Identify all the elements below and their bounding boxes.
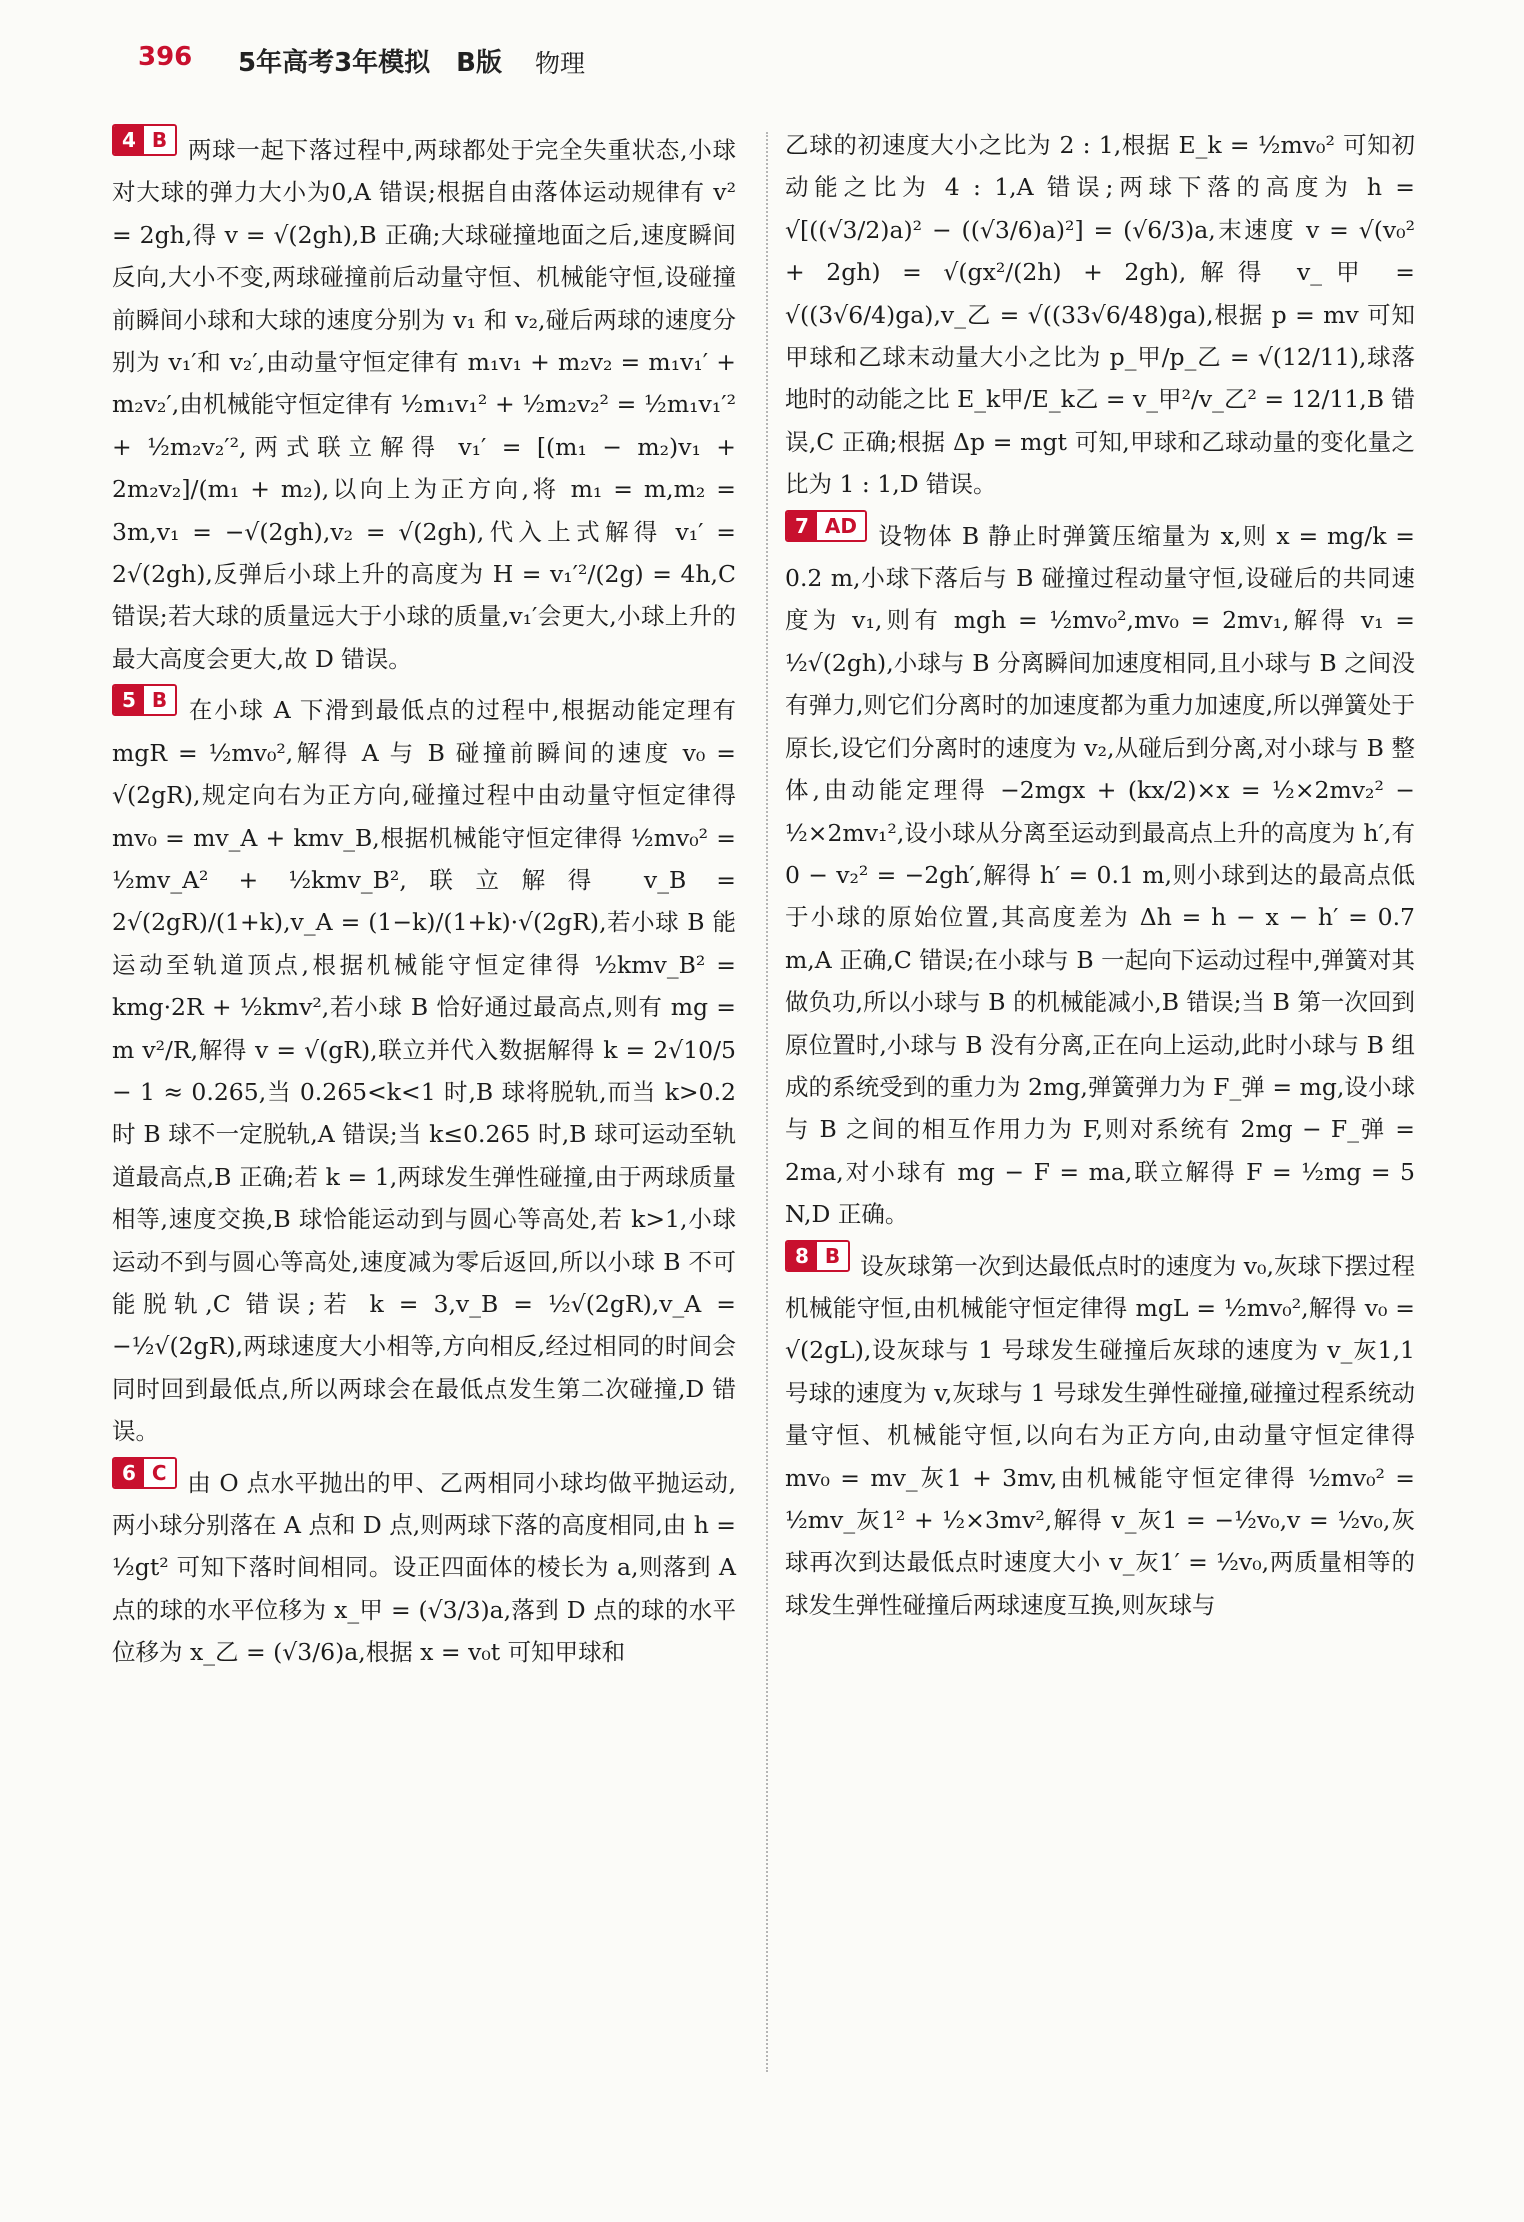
question-number: 7 (787, 512, 817, 540)
question-number: 6 (114, 1459, 144, 1487)
right-column (785, 124, 1415, 1630)
question-number: 4 (114, 126, 144, 154)
answer-tag (112, 1457, 177, 1489)
answer-tag (112, 124, 177, 156)
solution-paragraph-8 (785, 1240, 1415, 1627)
subject-label: 物理 (535, 49, 586, 78)
answer-tag (112, 684, 177, 716)
question-number: 8 (787, 1242, 817, 1270)
answer-letter: B (144, 126, 175, 154)
solution-text: 由 O 点水平抛出的甲、乙两相同小球均做平抛运动,两小球分别落在 A 点和 D 点,则两球下落的高度相同,由 h = ½gt² 可知下落时间相同。设正四面体的棱长为 a,则落到 A 点的球的水平位移为 x_甲 = (√3/3)a,落到 D 点的球的水平位移为 x_乙 = (√3/6)a,根据 x = v₀t 可知甲球和 (112, 1468, 736, 1667)
solution-paragraph-7 (785, 510, 1415, 1236)
book-title: 5年高考3年模拟 B版 (238, 48, 502, 78)
solution-text: 设物体 B 静止时弹簧压缩量为 x,则 x = mg/k = 0.2 m,小球下落后与 B 碰撞过程动量守恒,设碰后的共同速度为 v₁,则有 mgh = ½mv₀²,mv₀ = 2mv₁,解得 v₁ = ½√(2gh),小球与 B 分离瞬间加速度相同,且小球与 B 之间没有弹力,则它们分离时的加速度都为重力加速度,所以弹簧处于原长,设它们分离时的速度为 v₂,从碰后到分离,对小球与 B 整体,由动能定理得 −2mgx + (kx/2)×x = ½×2mv₂² − ½×2mv₁²,设小球从分离至运动到最高点上升的高度为 h′,有 0 − v₂² = −2gh′,解得 h′ = 0.1 m,则小球到达的最高点低于小球的原始位置,其高度差为 Δh = h − x − h′ = 0.7 m,A 正确,C 错误;在小球与 B 一起向下运动过程中,弹簧对其做负功,所以小球与 B 的机械能减小,B 错误;当 B 第一次回到原位置时,小球与 B 没有分离,正在向上运动,此时小球与 B 组成的系统受到的重力为 2mg,弹簧弹力为 F_弹 = mg,设小球与 B 之间的相互作用力为 F,则对系统有 2mg − F_弹 = 2ma,对小球有 mg − F = ma,联立解得 F = ½mg = 5 N,D 正确。 (785, 521, 1415, 1229)
answer-tag (785, 510, 867, 542)
solution-paragraph-6-continued (785, 124, 1415, 506)
solution-text: 乙球的初速度大小之比为 2 : 1,根据 E_k = ½mv₀² 可知初动能之比为 4 : 1,A 错误;两球下落的高度为 h = √[((√3/2)a)² − ((√3/6)a)²] = (√6/3)a,末速度 v = √(v₀² + 2gh) = √(gx²/(2h) + 2gh),解得 v_甲 = √((3√6/4)ga),v_乙 = √((33√6/48)ga),根据 p = mv 可知甲球和乙球末动量大小之比为 p_甲/p_乙 = √(12/11),球落地时的动能之比 E_k甲/E_k乙 = v_甲²/v_乙² = 12/11,B 错误,C 正确;根据 Δp = mgt 可知,甲球和乙球动量的变化量之比为 1 : 1,D 错误。 (785, 131, 1415, 499)
answer-tag (785, 1240, 850, 1272)
answer-letter: B (817, 1242, 848, 1270)
left-column (112, 124, 736, 1678)
column-divider (766, 132, 768, 2072)
solution-paragraph-5 (112, 684, 736, 1452)
solution-text: 在小球 A 下滑到最低点的过程中,根据动能定理有 mgR = ½mv₀²,解得 A 与 B 碰撞前瞬间的速度 v₀ = √(2gR),规定向右为正方向,碰撞过程中由动量守恒定律得 mv₀ = mv_A + kmv_B,根据机械能守恒定律得 ½mv₀² = ½mv_A² + ½kmv_B²,联立解得 v_B = 2√(2gR)/(1+k),v_A = (1−k)/(1+k)·√(2gR),若小球 B 能运动至轨道顶点,根据机械能守恒定律得 ½kmv_B² = kmg·2R + ½kmv²,若小球 B 恰好通过最高点,则有 mg = m v²/R,解得 v = √(gR),联立并代入数据解得 k = 2√10/5 − 1 ≈ 0.265,当 0.265<k<1 时,B 球将脱轨,而当 k>0.2 时 B 球不一定脱轨,A 错误;当 k≤0.265 时,B 球可运动至轨道最高点,B 正确;若 k = 1,两球发生弹性碰撞,由于两球质量相等,速度交换,B 球恰能运动到与圆心等高处,若 k>1,小球运动不到与圆心等高处,速度减为零后返回,所以小球 B 不可能脱轨,C 错误;若 k = 3,v_B = ½√(2gR),v_A = −½√(2gR),两球速度大小相等,方向相反,经过相同的时间会同时回到最低点,所以两球会在最低点发生第二次碰撞,D 错误。 (112, 696, 736, 1446)
answer-letter: B (144, 686, 175, 714)
solution-paragraph-6 (112, 1457, 736, 1674)
page-header (0, 0, 1524, 120)
solution-paragraph-4 (112, 124, 736, 680)
answer-letter: AD (817, 512, 865, 540)
answer-letter: C (144, 1459, 175, 1487)
solution-text: 两球一起下落过程中,两球都处于完全失重状态,小球对大球的弹力大小为0,A 错误;根据自由落体运动规律有 v² = 2gh,得 v = √(2gh),B 正确;大球碰撞地面之后,速度瞬间反向,大小不变,两球碰撞前后动量守恒、机械能守恒,设碰撞前瞬间小球和大球的速度分别为 v₁ 和 v₂,碰后两球的速度分别为 v₁′和 v₂′,由动量守恒定律有 m₁v₁ + m₂v₂ = m₁v₁′ + m₂v₂′,由机械能守恒定律有 ½m₁v₁² + ½m₂v₂² = ½m₁v₁′² + ½m₂v₂′²,两式联立解得 v₁′ = [(m₁ − m₂)v₁ + 2m₂v₂]/(m₁ + m₂),以向上为正方向,将 m₁ = m,m₂ = 3m,v₁ = −√(2gh),v₂ = √(2gh),代入上式解得 v₁′ = 2√(2gh),反弹后小球上升的高度为 H = v₁′²/(2g) = 4h,C 错误;若大球的质量远大于小球的质量,v₁′会更大,小球上升的最大高度会更大,故 D 错误。 (112, 136, 736, 673)
page-number: 396 (138, 42, 193, 72)
question-number: 5 (114, 686, 144, 714)
solution-text: 设灰球第一次到达最低点时的速度为 v₀,灰球下摆过程机械能守恒,由机械能守恒定律得 mgL = ½mv₀²,解得 v₀ = √(2gL),设灰球与 1 号球发生碰撞后灰球的速度为 v_灰1,1 号球的速度为 v,灰球与 1 号球发生弹性碰撞,碰撞过程系统动量守恒、机械能守恒,以向右为正方向,由动量守恒定律得 mv₀ = mv_灰1 + 3mv,由机械能守恒定律得 ½mv₀² = ½mv_灰1² + ½×3mv²,解得 v_灰1 = −½v₀,v = ½v₀,灰球再次到达最低点时速度大小 v_灰1′ = ½v₀,两质量相等的球发生弹性碰撞后两球速度互换,则灰球与 (785, 1251, 1415, 1619)
